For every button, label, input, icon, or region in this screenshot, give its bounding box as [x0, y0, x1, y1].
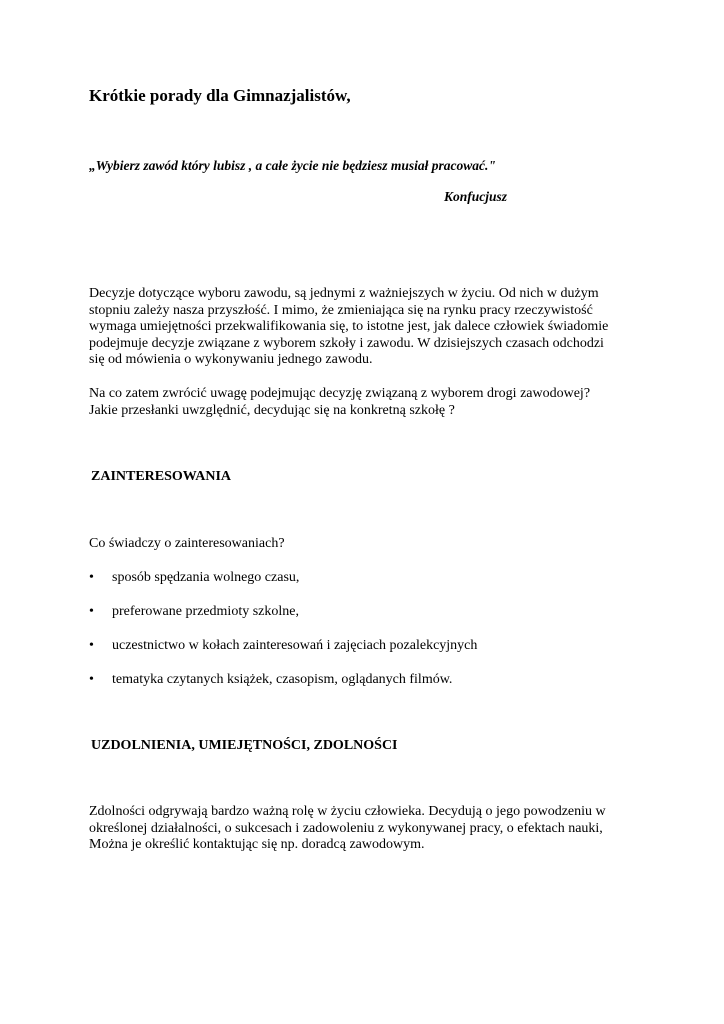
abilities-line: Zdolności odgrywają bardzo ważną rolę w życiu człowieka. Decydują o jego powodzeniu w: [89, 804, 606, 819]
interests-question-text: Co świadczy o zainteresowaniach?: [89, 536, 285, 551]
list-item: [89, 602, 477, 636]
list-item: [89, 568, 477, 602]
bullet-icon: •: [89, 672, 94, 687]
list-item-text: tematyka czytanych książek, czasopism, oglądanych filmów.: [112, 672, 453, 687]
section-heading-interests: ZAINTERESOWANIA: [91, 469, 232, 484]
list-item-text: uczestnictwo w kołach zainteresowań i zajęciach pozalekcyjnych: [112, 638, 478, 653]
bullet-icon: •: [89, 638, 94, 653]
bullet-icon: •: [89, 604, 94, 619]
list-item-text: sposób spędzania wolnego czasu,: [112, 570, 300, 585]
document-title: Krótkie porady dla Gimnazjalistów,: [89, 86, 351, 105]
intro-line: się od mówienia o wykonywaniu jednego zawodu.: [89, 352, 373, 368]
question-paragraph: [89, 386, 649, 419]
abilities-line: Można je określić kontaktując się np. doradcą zawodowym.: [89, 837, 425, 853]
question-line: Na co zatem zwrócić uwagę podejmując decyzję związaną z wyborem drogi zawodowej?: [89, 386, 591, 401]
section-heading-abilities: UZDOLNIENIA, UMIEJĘTNOŚCI, ZDOLNOŚCI: [91, 738, 398, 753]
bullet-icon: •: [89, 570, 94, 585]
intro-line: stopniu zależy nasza przyszłość. I mimo, że zmieniająca się na rynku pracy rzeczywistość: [89, 302, 593, 318]
motto-quote: „Wybierz zawód który lubisz , a całe życie nie będziesz musiał pracować.": [89, 158, 496, 173]
list-item-text: preferowane przedmioty szkolne,: [112, 604, 299, 619]
quote-author: Konfucjusz: [444, 189, 508, 204]
intro-paragraph: [89, 286, 649, 369]
list-item: [89, 636, 477, 670]
intro-line: Decyzje dotyczące wyboru zawodu, są jednymi z ważniejszych w życiu. Od nich w dużym: [89, 286, 599, 301]
abilities-line: określonej działalności, o sukcesach i zadowoleniu z wykonywanej pracy, o efektach nauki,: [89, 820, 603, 836]
interests-question: [89, 536, 649, 553]
interests-list: [89, 568, 477, 704]
question-line: Jakie przesłanki uwzględnić, decydując się na konkretną szkołę ?: [89, 402, 455, 418]
intro-line: podejmuje decyzje związane z wyborem szkoły i zawodu. W dzisiejszych czasach odchodzi: [89, 335, 604, 351]
abilities-paragraph: [89, 804, 649, 854]
intro-line: wymaga umiejętności przekwalifikowania się, to istotne jest, jak dalece człowiek świadomie: [89, 319, 609, 335]
list-item: [89, 670, 477, 704]
